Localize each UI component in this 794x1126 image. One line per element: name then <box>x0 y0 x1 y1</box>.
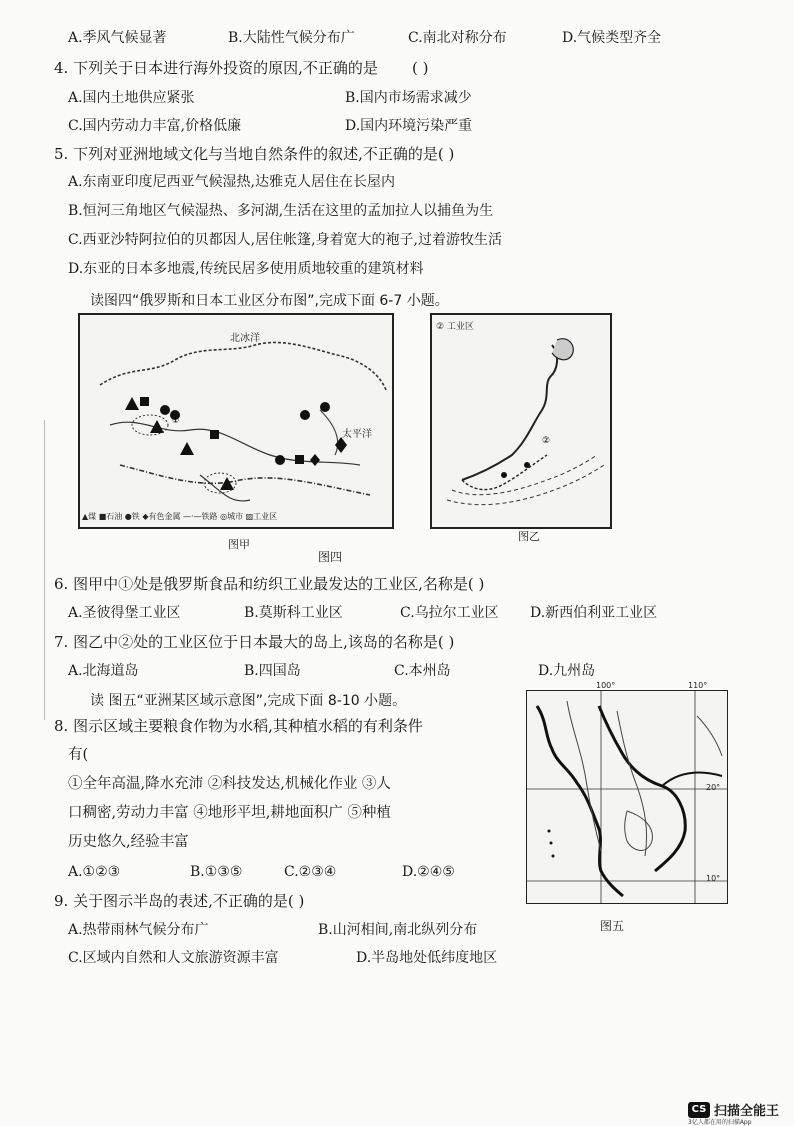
q4-stem: 4. 下列关于日本进行海外投资的原因,不正确的是 <box>54 59 378 77</box>
q4-option-a: A.国内土地供应紧张 <box>68 90 195 106</box>
iron-marker <box>275 455 285 465</box>
q3-option-d: D.气候类型齐全 <box>562 30 662 46</box>
q4-option-b: B.国内市场需求减少 <box>345 90 472 106</box>
q8-option-b: B.①③⑤ <box>190 864 243 880</box>
q5-option-a: A.东南亚印度尼西亚气候湿热,达雅克人居住在长屋内 <box>68 174 396 190</box>
arctic-ocean-label: 北冰洋 <box>230 333 260 344</box>
russia-map-legend: ▲煤 ■石油 ●铁 ◆有色金属 —·—铁路 ◎城市 ▨工业区 <box>82 512 278 521</box>
q6-option-a: A.圣彼得堡工业区 <box>68 605 181 621</box>
longitude-100: 100° <box>596 681 616 690</box>
q4-option-d: D.国内环境污染严重 <box>345 118 473 134</box>
instruction-8-10: 读 图五“亚洲某区域示意图”,完成下面 8-10 小题。 <box>90 693 407 709</box>
q4-option-c: C.国内劳动力丰富,价格低廉 <box>68 118 242 134</box>
coal-marker <box>180 442 194 455</box>
q7-option-b: B.四国岛 <box>244 663 301 679</box>
q9-option-d: D.半岛地处低纬度地区 <box>356 950 498 966</box>
q3-option-b: B.大陆性气候分布广 <box>228 30 355 46</box>
coal-marker <box>125 397 139 410</box>
marker-2: ② <box>542 436 551 446</box>
japan-city-marker <box>501 472 507 478</box>
q9-option-a: A.热带雨林气候分布广 <box>68 922 209 938</box>
map-a-caption: 图甲 <box>228 538 250 551</box>
marker-1: ① <box>172 416 180 425</box>
q9-stem: 9. 关于图示半岛的表述,不正确的是( ) <box>54 892 305 910</box>
watermark-tagline: 3亿人都在用的扫描App <box>688 1119 752 1126</box>
oil-marker <box>210 430 219 439</box>
russia-map-drawing <box>80 315 392 527</box>
longitude-110: 110° <box>688 681 708 690</box>
instruction-6-7: 读图四“俄罗斯和日本工业区分布图”,完成下面 6-7 小题。 <box>90 293 449 309</box>
q3-option-a: A.季风气候显著 <box>68 30 167 46</box>
japan-map-drawing <box>432 315 610 527</box>
q6-option-c: C.乌拉尔工业区 <box>400 605 499 621</box>
pacific-ocean-label: 太平洋 <box>342 429 372 440</box>
iron-marker <box>160 405 170 415</box>
q7-stem: 7. 图乙中②处的工业区位于日本最大的岛上,该岛的名称是( ) <box>54 633 455 651</box>
q7-option-d: D.九州岛 <box>538 663 596 679</box>
q6-option-b: B.莫斯科工业区 <box>244 605 343 621</box>
margin-line <box>44 420 45 720</box>
camscanner-logo-icon: CS <box>688 1102 710 1118</box>
southeast-asia-map <box>526 690 728 904</box>
q8-condition-line-2: 口稠密,劳动力丰富 ④地形平坦,耕地面积广 ⑤种植 <box>68 805 391 821</box>
q8-stem: 8. 图示区域主要粮食作物为水稻,其种植水稻的有利条件 <box>54 717 423 735</box>
q7-option-c: C.本州岛 <box>394 663 451 679</box>
industrial-zone <box>132 415 168 435</box>
japan-map-legend: ② 工业区 <box>436 322 474 332</box>
figure-4-caption: 图四 <box>318 550 343 564</box>
q8-stem-cont: 有( <box>68 747 89 763</box>
russia-map <box>78 313 394 529</box>
q8-option-c: C.②③④ <box>284 864 337 880</box>
q7-option-a: A.北海道岛 <box>68 663 139 679</box>
q8-option-a: A.①②③ <box>68 864 121 880</box>
q3-option-c: C.南北对称分布 <box>408 30 507 46</box>
latitude-10: 10° <box>706 874 721 883</box>
q9-option-c: C.区域内自然和人文旅游资源丰富 <box>68 950 279 966</box>
q8-condition-line-1: ①全年高温,降水充沛 ②科技发达,机械化作业 ③人 <box>68 776 391 792</box>
japan-city-marker <box>524 462 530 468</box>
q4-blank: ( ) <box>412 59 429 77</box>
watermark-app-name: 扫描全能王 <box>714 1104 780 1119</box>
q5-option-c: C.西亚沙特阿拉伯的贝都因人,居住帐篷,身着宽大的袍子,过着游牧生活 <box>68 232 503 248</box>
q5-option-d: D.东亚的日本多地震,传统民居多使用质地较重的建筑材料 <box>68 261 424 277</box>
q6-option-d: D.新西伯利亚工业区 <box>530 605 658 621</box>
q8-condition-line-3: 历史悠久,经验丰富 <box>68 834 189 850</box>
q8-option-d: D.②④⑤ <box>402 864 455 880</box>
southeast-asia-map-drawing <box>527 691 727 903</box>
iron-marker <box>320 402 330 412</box>
oil-marker <box>295 455 304 464</box>
q6-stem: 6. 图甲中①处是俄罗斯食品和纺织工业最发达的工业区,名称是( ) <box>54 575 485 593</box>
iron-marker <box>300 410 310 420</box>
figure-5-caption: 图五 <box>600 919 625 933</box>
map-b-caption: 图乙 <box>518 530 540 543</box>
oil-marker <box>140 397 149 406</box>
q5-option-b: B.恒河三角地区气候湿热、多河湖,生活在这里的孟加拉人以捕鱼为生 <box>68 203 494 219</box>
latitude-20: 20° <box>706 783 721 792</box>
nonferrous-marker <box>310 454 320 466</box>
japan-map <box>430 313 612 529</box>
q5-stem: 5. 下列对亚洲地域文化与当地自然条件的叙述,不正确的是( ) <box>54 145 455 163</box>
q9-option-b: B.山河相间,南北纵列分布 <box>318 922 478 938</box>
